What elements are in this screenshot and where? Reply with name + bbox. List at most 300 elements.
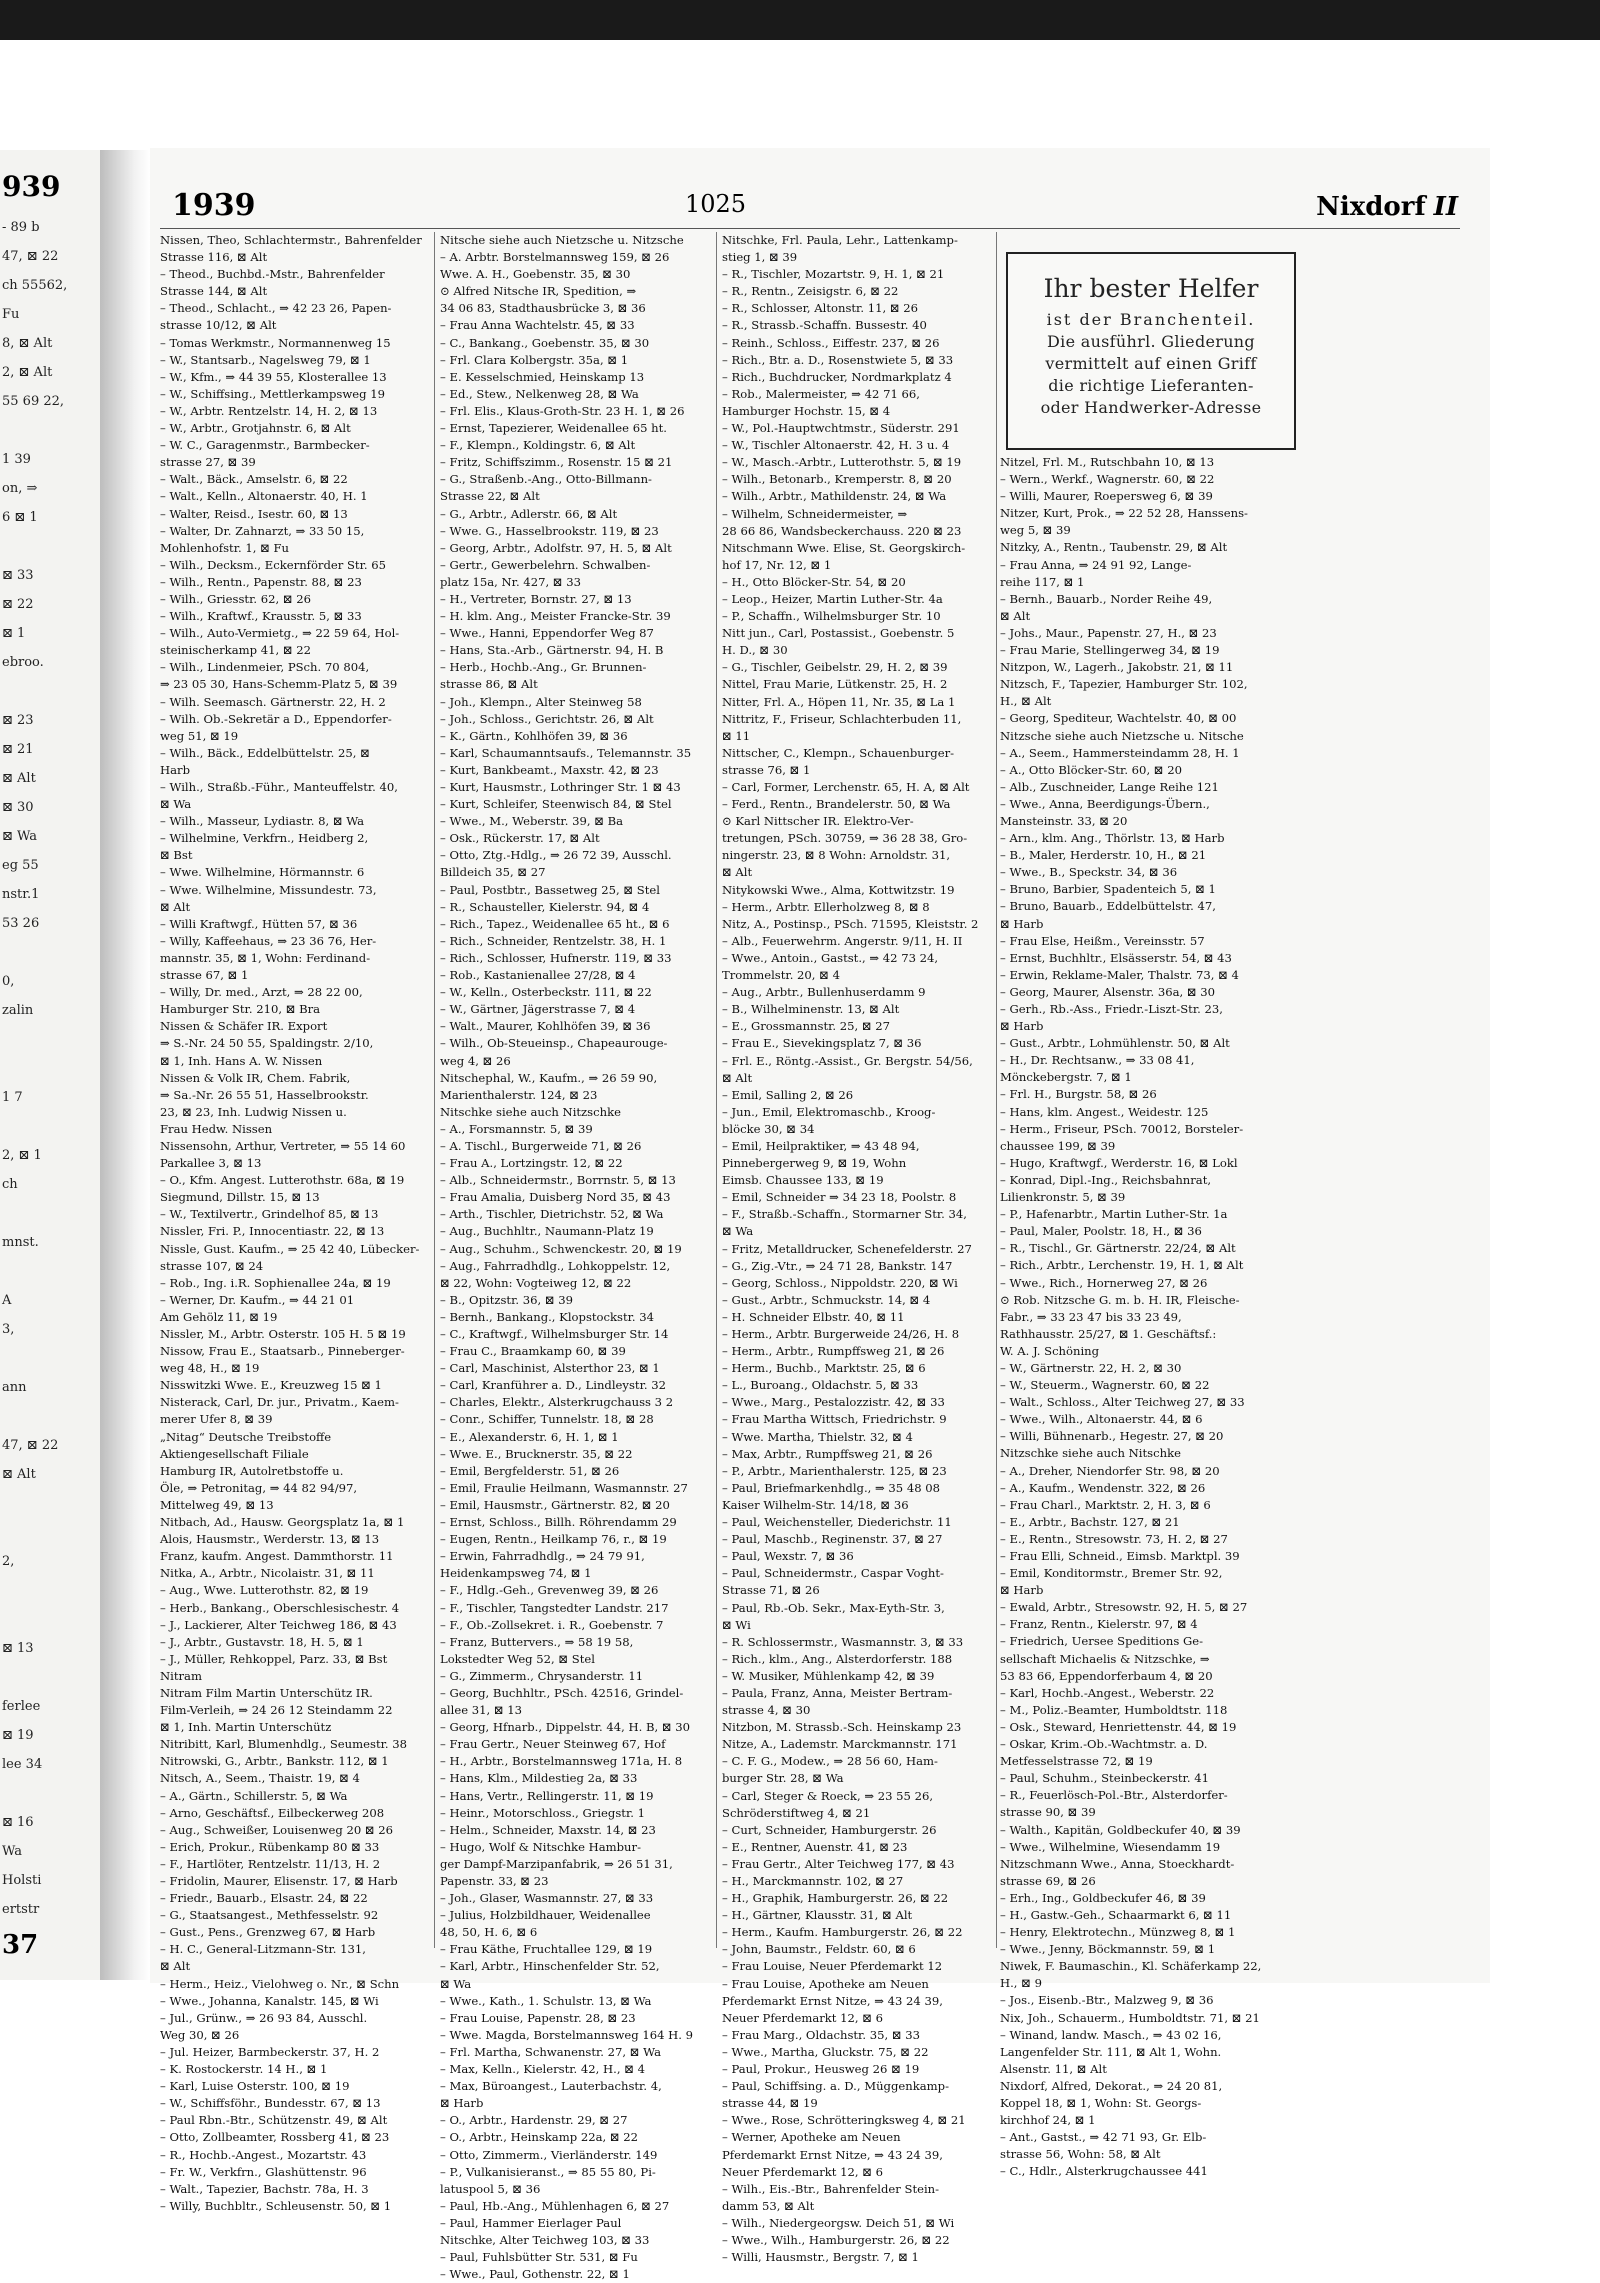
directory-entry-line: – W., Stantsarb., Nagelsweg 79, ⊠ 1	[160, 352, 371, 367]
directory-entry-line: – P., Vulkanisieranst., ⇒ 85 55 80, Pi-	[440, 2164, 656, 2179]
directory-entry-line: Billdeich 35, ⊠ 27	[440, 865, 546, 880]
directory-entry-line: – Wilh., Auto-Vermietg., ⇒ 22 59 64, Hol-	[160, 626, 400, 641]
directory-entry-line: – Aug., Fahrradhdlg., Lohkoppelstr. 12,	[440, 1258, 671, 1273]
previous-page-line: ⊠ 33	[2, 568, 34, 583]
directory-entry-line: strasse 10/12, ⊠ Alt	[160, 318, 277, 333]
directory-entry-line: – Jul., Grünw., ⇒ 26 93 84, Ausschl.	[160, 2010, 368, 2025]
previous-page-line: Wa	[2, 1844, 22, 1859]
directory-entry-line: W. A. J. Schöning	[1000, 1343, 1100, 1358]
directory-entry-line: – Ed., Stew., Nelkenweg 28, ⊠ Wa	[440, 386, 639, 401]
directory-entry-line: – Wilh., Rentn., Papenstr. 88, ⊠ 23	[160, 574, 362, 589]
directory-entry-line: – Erh., Ing., Goldbeckufer 46, ⊠ 39	[1000, 1890, 1206, 1905]
directory-entry-line: – Frl. Clara Kolbergstr. 35a, ⊠ 1	[440, 352, 629, 367]
previous-page-line: mnst.	[2, 1235, 39, 1250]
page-running-head	[1316, 192, 1458, 222]
directory-entry-line: – Frau Louise, Papenstr. 28, ⊠ 23	[440, 2010, 636, 2025]
previous-page-line: ⊠ Alt	[2, 771, 36, 786]
directory-entry-line: – Alb., Zuschneider, Lange Reihe 121	[1000, 779, 1219, 794]
directory-entry-line: – Frau Martha Wittsch, Friedrichstr. 9	[722, 1412, 947, 1427]
directory-entry-line: – P., Schaffn., Wilhelmsburger Str. 10	[722, 609, 941, 624]
directory-entry-line: ⇒ Sa.-Nr. 26 55 51, Hasselbrookstr.	[160, 1087, 369, 1102]
directory-entry-line: Mansteinstr. 33, ⊠ 20	[1000, 813, 1128, 828]
directory-entry-line: – Walt., Tapezier, Bachstr. 78a, H. 3	[160, 2181, 369, 2196]
directory-entry-line: – H., Dr. Rechtsanw., ⇒ 33 08 41,	[1000, 1053, 1195, 1068]
page-header	[150, 188, 1490, 228]
directory-entry-line: – H., Gärtner, Klausstr. 31, ⊠ Alt	[722, 1908, 913, 1923]
directory-entry-line: – Frl. Elis., Klaus-Groth-Str. 23 H. 1, ⊠ 26	[440, 403, 685, 418]
directory-entry-line: – H., Gastw.-Geh., Schaarmarkt 6, ⊠ 11	[1000, 1907, 1232, 1922]
directory-entry-line: – W., Schiffsing., Mettlerkampsweg 19	[160, 386, 385, 401]
directory-entry-line: – Wilh., Masseur, Lydiastr. 8, ⊠ Wa	[160, 814, 365, 829]
directory-entry-line: – Fridolin, Maurer, Elisenstr. 17, ⊠ Harb	[160, 1874, 398, 1888]
directory-entry-line: – Frau C., Braamkamp 60, ⊠ 39	[440, 1344, 626, 1359]
directory-entry-line: – G., Zig.-Vtr., ⇒ 24 71 28, Bankstr. 147	[722, 1258, 953, 1273]
directory-entry-line: – Paul Rbn.-Btr., Schützenstr. 49, ⊠ Alt	[160, 2113, 388, 2128]
directory-entry-line: Nitsche siehe auch Nietzsche u. Nitzsche	[440, 233, 684, 247]
directory-entry-line: – H. C., General-Litzmann-Str. 131,	[160, 1942, 366, 1957]
directory-entry-line: – Fr. W., Verkfrn., Glashüttenstr. 96	[160, 2164, 367, 2179]
directory-entry-line: Nixdorf, Alfred, Dekorat., ⇒ 24 20 81,	[1000, 2078, 1223, 2093]
directory-entry-line: – Joh., Glaser, Wasmannstr. 27, ⊠ 33	[440, 1891, 654, 1906]
directory-entry-line: – Carl, Former, Lerchenstr. 65, H. A, ⊠ Alt	[722, 780, 970, 794]
directory-entry-line: – Gust., Arbtr., Schmuckstr. 14, ⊠ 4	[722, 1292, 931, 1307]
directory-entry-line: – E., Rentner, Auenstr. 41, ⊠ 23	[722, 1839, 908, 1854]
directory-entry-line: – H., Otto Blöcker-Str. 54, ⊠ 20	[722, 574, 906, 589]
directory-entry-line: – C., Hdlr., Alsterkrugchaussee 441	[1000, 2164, 1208, 2179]
directory-entry-line: – Aug., Arbtr., Bullenhuserdamm 9	[722, 985, 926, 1000]
previous-page-line: 2, ⊠ Alt	[2, 365, 53, 380]
directory-entry-line: Fabr., ⇒ 33 23 47 bis 33 23 49,	[1000, 1309, 1182, 1324]
directory-entry-line: – Otto, Zimmerm., Vierländerstr. 149	[440, 2147, 658, 2162]
directory-entry-line: – Frau Amalia, Duisberg Nord 35, ⊠ 43	[440, 1190, 671, 1205]
directory-entry-line: – Willy, Dr. med., Arzt, ⇒ 28 22 00,	[160, 985, 363, 1000]
directory-entry-line: – Georg, Buchhltr., PSch. 42516, Grindel-	[440, 1685, 684, 1700]
directory-entry-line: – Walt., Kelln., Altonaerstr. 40, H. 1	[160, 489, 368, 504]
directory-entry-line: steinischerkamp 41, ⊠ 22	[160, 643, 311, 658]
directory-entry-line: – Max, Arbtr., Rumpffsweg 21, ⊠ 26	[722, 1446, 933, 1461]
directory-entry-line: – Max, Kelln., Kielerstr. 42, H., ⊠ 4	[440, 2062, 645, 2077]
directory-entry-line: strasse 76, ⊠ 1	[722, 762, 811, 777]
directory-entry-line: – Wwe. Wilhelmine, Missundestr. 73,	[160, 882, 377, 897]
directory-entry-line: – H., Arbtr., Borstelmannsweg 171a, H. 8	[440, 1754, 683, 1769]
directory-entry-line: 48, 50, H. 6, ⊠ 6	[440, 1925, 538, 1940]
directory-entry-line: tretungen, PSch. 30759, ⇒ 36 28 38, Gro-	[722, 831, 968, 846]
directory-entry-line: – E. Kesselschmied, Heinskamp 13	[440, 369, 645, 384]
directory-entry-line: Lokstedter Weg 52, ⊠ Stel	[440, 1651, 595, 1666]
directory-entry-line: 53 83 66, Eppendorferbaum 4, ⊠ 20	[1000, 1668, 1213, 1683]
directory-entry-line: – Heinr., Motorschloss., Griegstr. 1	[440, 1805, 645, 1820]
directory-entry-line: – K. Rostockerstr. 14 H., ⊠ 1	[160, 2062, 328, 2077]
directory-entry-line: – Carl, Maschinist, Alsterthor 23, ⊠ 1	[440, 1361, 660, 1376]
directory-entry-line: Nitschke, Frl. Paula, Lehr., Lattenkamp-	[722, 233, 958, 247]
directory-entry-line: weg 51, ⊠ 19	[160, 728, 239, 743]
directory-entry-line: Strasse 71, ⊠ 26	[722, 1583, 820, 1598]
directory-entry-line: – Wwe., Wilh., Altonaerstr. 44, ⊠ 6	[1000, 1412, 1203, 1427]
directory-entry-line: Nitze, A., Lademstr. Marckmannstr. 171	[722, 1737, 958, 1752]
directory-entry-line: – W., Kelln., Osterbeckstr. 111, ⊠ 22	[440, 985, 652, 1000]
directory-entry-line: Nitschmann Wwe. Elise, St. Georgskirch-	[722, 540, 966, 555]
directory-entry-line: ⊠ Alt	[160, 1959, 191, 1974]
directory-entry-line: – Bruno, Barbier, Spadenteich 5, ⊠ 1	[1000, 882, 1216, 897]
directory-entry-line: Strasse 116, ⊠ Alt	[160, 250, 268, 265]
directory-entry-line: – Herb., Hochb.-Ang., Gr. Brunnen-	[440, 660, 647, 675]
directory-entry-line: – Frau Marg., Oldachstr. 35, ⊠ 33	[722, 2027, 920, 2042]
directory-entry-line: – Wwe., Hanni, Eppendorfer Weg 87	[440, 626, 654, 641]
directory-entry-line: – Paul, Schiffsing. a. D., Müggenkamp-	[722, 2079, 949, 2094]
directory-entry-line: ger Dampf-Marzipanfabrik, ⇒ 26 51 31,	[440, 1856, 673, 1871]
directory-entry-line: – H., Vertreter, Bornstr. 27, ⊠ 13	[440, 591, 632, 606]
directory-entry-line: – Kurt, Bankbeamt., Maxstr. 42, ⊠ 23	[440, 762, 659, 777]
directory-entry-line: chaussee 199, ⊠ 39	[1000, 1138, 1116, 1153]
directory-entry-line: – Wilh., Lindenmeier, PSch. 70 804,	[160, 660, 370, 675]
directory-entry-line: ⊠ Alt	[160, 899, 191, 914]
directory-entry-line: ⊠ 11	[722, 728, 751, 743]
directory-entry-line: ⊠ 1, Inh. Martin Unterschütz	[160, 1720, 332, 1735]
previous-page-footer: 37	[2, 1930, 39, 1960]
previous-page-line: 53 26	[2, 916, 40, 931]
scan-border-right	[1490, 148, 1600, 1983]
directory-entry-line: – Emil, Schneider ⇒ 34 23 18, Poolstr. 8	[722, 1190, 957, 1205]
directory-entry-line: – Herm., Heiz., Vielohweg o. Nr., ⊠ Schn	[160, 1976, 400, 1991]
previous-page-line: 8, ⊠ Alt	[2, 336, 53, 351]
previous-page-line: ann	[2, 1380, 27, 1395]
directory-entry-line: strasse 90, ⊠ 39	[1000, 1805, 1096, 1820]
directory-entry-line: – Paul, Schneidermstr., Caspar Voght-	[722, 1566, 944, 1581]
directory-entry-line: – Wwe. Magda, Borstelmannsweg 164 H. 9	[440, 2027, 694, 2042]
directory-entry-line: – Carl, Steger & Roeck, ⇒ 23 55 26,	[722, 1788, 934, 1803]
directory-entry-line: Nitschke, Alter Teichweg 103, ⊠ 33	[440, 2232, 650, 2247]
directory-entry-line: – Wwe., Antoin., Gastst., ⇒ 42 73 24,	[722, 950, 939, 965]
directory-entry-line: Öle, ⇒ Petronitag, ⇒ 44 82 94/97,	[160, 1480, 358, 1495]
directory-entry-line: – Frau Gertr., Alter Teichweg 177, ⊠ 43	[722, 1856, 955, 1871]
directory-entry-line: – Carl, Kranführer a. D., Lindleystr. 32	[440, 1378, 666, 1393]
previous-page-line: ⊠ 1	[2, 626, 26, 641]
directory-entry-line: – Willi, Maurer, Roepersweg 6, ⊠ 39	[1000, 489, 1213, 504]
directory-entry-line: – Walt., Maurer, Kohlhöfen 39, ⊠ 36	[440, 1019, 651, 1034]
directory-entry-line: – Wilhelmine, Verkfrn., Heidberg 2,	[160, 831, 369, 846]
header-rule	[160, 228, 1460, 229]
directory-entry-line: 28 66 86, Wandsbeckerchauss. 220 ⊠ 23	[722, 523, 962, 538]
directory-entry-line: – Georg, Schloss., Nippoldstr. 220, ⊠ Wi	[722, 1275, 958, 1290]
directory-entry-line: mannstr. 35, ⊠ 1, Wohn: Ferdinand-	[160, 950, 371, 965]
directory-entry-line: – Wilh., Ob-Steueinsp., Chapeaurouge-	[440, 1036, 668, 1051]
directory-entry-line: Weg 30, ⊠ 26	[160, 2027, 240, 2042]
directory-entry-line: – A. Arbtr. Borstelmannsweg 159, ⊠ 26	[440, 250, 670, 265]
directory-entry-line: strasse 86, ⊠ Alt	[440, 677, 538, 692]
directory-entry-line: strasse 4, ⊠ 30	[722, 1703, 811, 1718]
directory-entry-line: Nissensohn, Arthur, Vertreter, ⇒ 55 14 60	[160, 1138, 406, 1153]
previous-page-line: on, ⇒	[2, 481, 38, 496]
previous-page-line: A	[2, 1293, 12, 1308]
directory-entry-line: – E., Arbtr., Bachstr. 127, ⊠ 21	[1000, 1514, 1180, 1529]
directory-entry-line: ⊙ Alfred Nitsche IR, Spedition, ⇒	[440, 284, 637, 299]
directory-entry-line: – Wilh. Ob.-Sekretär a D., Eppendorfer-	[160, 711, 392, 726]
previous-page-line: ⊠ 23	[2, 713, 34, 728]
directory-entry-line: – Wwe., Johanna, Kanalstr. 145, ⊠ Wi	[160, 1993, 379, 2008]
directory-entry-line: – Walter, Dr. Zahnarzt, ⇒ 33 50 15,	[160, 523, 365, 538]
directory-entry-line: – A., Forsmannstr. 5, ⊠ 39	[440, 1121, 593, 1136]
column-rule	[716, 232, 717, 1948]
directory-entry-line: H., ⊠ 9	[1000, 1976, 1042, 1991]
directory-entry-line: – W., Tischler Altonaerstr. 42, H. 3 u. 4	[722, 438, 950, 453]
directory-entry-line: – G., Straßenb.-Ang., Otto-Billmann-	[440, 472, 652, 487]
previous-page-line: lee 34	[2, 1757, 43, 1772]
directory-entry-line: – C. F. G., Modew., ⇒ 28 56 60, Ham-	[722, 1754, 938, 1769]
directory-entry-line: – Wwe., Anna, Beerdigungs-Übern.,	[1000, 796, 1210, 811]
directory-entry-line: Nittel, Frau Marie, Lütkenstr. 25, H. 2	[722, 677, 948, 692]
directory-entry-line: – Herm., Friseur, PSch. 70012, Borsteler-	[1000, 1121, 1244, 1136]
directory-entry-line: weg 4, ⊠ 26	[440, 1053, 511, 1068]
directory-entry-line: – Frau Marie, Stellingerweg 34, ⊠ 19	[1000, 643, 1220, 658]
directory-entry-line: – A., Dreher, Niendorfer Str. 98, ⊠ 20	[1000, 1463, 1220, 1478]
directory-entry-line: Mönckebergstr. 7, ⊠ 1	[1000, 1070, 1132, 1085]
directory-entry-line: – R., Schausteller, Kielerstr. 94, ⊠ 4	[440, 899, 650, 914]
directory-entry-line: Pferdemarkt Ernst Nitze, ⇒ 43 24 39,	[722, 2147, 943, 2162]
directory-entry-line: – Karl, Luise Osterstr. 100, ⊠ 19	[160, 2079, 350, 2094]
directory-entry-line: – Ant., Gastst., ⇒ 42 71 93, Gr. Elb-	[1000, 2130, 1207, 2145]
directory-entry-line: – Paul, Weichensteller, Diederichstr. 11	[722, 1515, 952, 1530]
directory-entry-line: – O., Arbtr., Heinskamp 22a, ⊠ 22	[440, 2130, 639, 2145]
previous-page-line: ertstr	[2, 1902, 40, 1917]
directory-entry-line: weg 48, H., ⊠ 19	[160, 1361, 260, 1376]
directory-entry-line: – Eugen, Rentn., Heilkamp 76, r., ⊠ 19	[440, 1532, 667, 1547]
directory-entry-line: ⇒ S.-Nr. 24 50 55, Spaldingstr. 2/10,	[160, 1036, 374, 1051]
previous-page-edge	[0, 150, 100, 1980]
directory-entry-line: – Joh., Klempn., Alter Steinweg 58	[440, 694, 642, 709]
directory-entry-line: – Walt., Schloss., Alter Teichweg 27, ⊠ 33	[1000, 1395, 1245, 1410]
previous-page-line: eg 55	[2, 858, 39, 873]
directory-entry-line: ⊠ Harb	[1000, 1583, 1044, 1598]
directory-entry-line: – Wwe. E., Brucknerstr. 35, ⊠ 22	[440, 1446, 633, 1461]
directory-entry-line: ⊠ Harb	[440, 2096, 484, 2111]
directory-entry-line: Nissler, Fri. P., Innocentiastr. 22, ⊠ 13	[160, 1224, 385, 1239]
directory-entry-line: – B., Wilhelminenstr. 13, ⊠ Alt	[722, 1002, 900, 1017]
directory-entry-line: – Wwe., Wilh., Hamburgerstr. 26, ⊠ 22	[722, 2232, 950, 2247]
directory-entry-line: – Frau Else, Heißm., Vereinsstr. 57	[1000, 933, 1205, 948]
directory-entry-line: – Erwin, Fahrradhdlg., ⇒ 24 79 91,	[440, 1549, 645, 1564]
directory-entry-line: – Wilh., Decksm., Eckernförder Str. 65	[160, 557, 386, 572]
directory-entry-line: – Paul, Wexstr. 7, ⊠ 36	[722, 1549, 854, 1564]
directory-entry-line: strasse 69, ⊠ 26	[1000, 1873, 1096, 1888]
directory-entry-line: – Herm., Arbtr. Burgerweide 24/26, H. 8	[722, 1327, 960, 1341]
directory-entry-line: Nix, Joh., Schauerm., Humboldtstr. 71, ⊠ 21	[1000, 2010, 1260, 2025]
directory-entry-line: – J., Müller, Rehkoppel, Parz. 33, ⊠ Bst	[160, 1651, 388, 1666]
directory-entry-line: – Rich., Btr. a. D., Rosenstwiete 5, ⊠ 33	[722, 352, 954, 367]
directory-entry-line: – Willy, Buchbltr., Schleusenstr. 50, ⊠ 1	[160, 2198, 392, 2213]
directory-entry-line: – Reinh., Schloss., Eiffestr. 237, ⊠ 26	[722, 335, 940, 350]
directory-entry-line: latuspool 5, ⊠ 36	[440, 2181, 541, 2196]
directory-entry-line: – F., Hdlg.-Geh., Grevenweg 39, ⊠ 26	[440, 1583, 659, 1598]
directory-entry-line: – Henry, Elektrotechn., Münzweg 8, ⊠ 1	[1000, 1925, 1236, 1940]
directory-entry-line: – Frau A., Lortzingstr. 12, ⊠ 22	[440, 1156, 623, 1171]
previous-page-line: ⊠ 22	[2, 597, 34, 612]
directory-entry-line: ⊠ Alt	[722, 1070, 753, 1085]
previous-page-line: ⊠ Alt	[2, 1467, 36, 1482]
directory-entry-line: – Wilh., Arbtr., Mathildenstr. 24, ⊠ Wa	[722, 489, 947, 504]
directory-entry-line: – Paul, Postbtr., Bassetweg 25, ⊠ Stel	[440, 882, 660, 897]
directory-entry-line: – Frau Gertr., Neuer Steinweg 67, Hof	[440, 1737, 666, 1752]
directory-entry-line: – Alb., Schneidermstr., Borrnstr. 5, ⊠ 13	[440, 1173, 676, 1188]
advertisement-line: Die ausführl. Gliederung	[1047, 332, 1255, 351]
previous-page-line: ebroo.	[2, 655, 44, 670]
directory-entry-line: Eimsb. Chaussee 133, ⊠ 19	[722, 1173, 884, 1188]
directory-entry-line: – Erich, Prokur., Rübenkamp 80 ⊠ 33	[160, 1839, 380, 1854]
directory-entry-line: – Aug., Schweißer, Louisenweg 20 ⊠ 26	[160, 1822, 394, 1837]
directory-entry-line: „Nitag“ Deutsche Treibstoffe	[160, 1429, 332, 1444]
directory-entry-line: – H. Schneider Elbstr. 40, ⊠ 11	[722, 1309, 905, 1324]
directory-entry-line: Nitschephal, W., Kaufm., ⇒ 26 59 90,	[440, 1070, 658, 1085]
directory-entry-line: – Friedr., Bauarb., Elsastr. 24, ⊠ 22	[160, 1891, 368, 1906]
directory-entry-line: – Johs., Maur., Papenstr. 27, H., ⊠ 23	[1000, 625, 1217, 640]
directory-entry-line: Trommelstr. 20, ⊠ 4	[722, 968, 840, 983]
directory-entry-line: H., ⊠ Alt	[1000, 694, 1052, 709]
previous-page-line: ⊠ 19	[2, 1728, 34, 1743]
directory-entry-line: – Alb., Feuerwehrm. Angerstr. 9/11, H. II	[722, 933, 963, 948]
directory-entry-line: – F., Klempn., Koldingstr. 6, ⊠ Alt	[440, 438, 636, 453]
advertisement-title: Ihr bester Helfer	[1043, 274, 1259, 303]
directory-entry-line: – Frau Charl., Marktstr. 2, H. 3, ⊠ 6	[1000, 1497, 1211, 1512]
directory-entry-line: – Werner, Dr. Kaufm., ⇒ 44 21 01	[160, 1292, 355, 1307]
directory-entry-line: Nitzsch, F., Tapezier, Hamburger Str. 102,	[1000, 677, 1248, 692]
directory-entry-line: – Jul. Heizer, Barmbeckerstr. 37, H. 2	[160, 2044, 380, 2059]
directory-entry-line: Nitzpon, W., Lagerh., Jakobstr. 21, ⊠ 11	[1000, 660, 1234, 675]
directory-entry-line: – Julius, Holzbildhauer, Weidenallee	[440, 1908, 651, 1923]
directory-entry-line: – R., Tischler, Mozartstr. 9, H. 1, ⊠ 21	[722, 267, 945, 282]
directory-entry-line: – Frau E., Sievekingsplatz 7, ⊠ 36	[722, 1036, 922, 1051]
directory-entry-line: Hamburger Str. 210, ⊠ Bra	[160, 1002, 321, 1017]
directory-entry-line: – A., Kaufm., Wendenstr. 322, ⊠ 26	[1000, 1480, 1206, 1495]
directory-entry-line: Nisswitzki Wwe. E., Kreuzweg 15 ⊠ 1	[160, 1378, 382, 1393]
directory-entry-line: – W., Schiffsföhr., Bundesstr. 67, ⊠ 13	[160, 2096, 381, 2111]
directory-entry-line: Nisterack, Carl, Dr. jur., Privatm., Kaem-	[160, 1395, 399, 1410]
previous-page-line: 1 39	[2, 452, 31, 467]
directory-entry-line: – B., Opitzstr. 36, ⊠ 39	[440, 1292, 573, 1307]
directory-entry-line: stieg 1, ⊠ 39	[722, 250, 798, 265]
directory-entry-line: – R., Strassb.-Schaffn. Bussestr. 40	[722, 318, 927, 333]
directory-entry-line: – Ewald, Arbtr., Stresowstr. 92, H. 5, ⊠ 27	[1000, 1600, 1248, 1615]
directory-entry-line: – Rob., Kastanienallee 27/28, ⊠ 4	[440, 968, 636, 983]
directory-entry-line: ⊠ Harb	[1000, 1019, 1044, 1034]
previous-page-line: 0,	[2, 974, 15, 989]
directory-entry-line: strasse 44, ⊠ 19	[722, 2096, 818, 2111]
directory-entry-line: – R., Rentn., Zeisigstr. 6, ⊠ 22	[722, 284, 899, 299]
directory-entry-line: – Aug., Wwe. Lutterothstr. 82, ⊠ 19	[160, 1583, 369, 1598]
directory-entry-line: Pferdemarkt Ernst Nitze, ⇒ 43 24 39,	[722, 1993, 943, 2008]
directory-entry-line: – O., Arbtr., Hardenstr. 29, ⊠ 27	[440, 2113, 628, 2128]
directory-entry-line: – Gertr., Gewerbelehrn. Schwalben-	[440, 557, 651, 572]
directory-entry-line: – A. Tischl., Burgerweide 71, ⊠ 26	[440, 1138, 642, 1153]
directory-entry-line: – Jos., Eisenb.-Btr., Malzweg 9, ⊠ 36	[1000, 1993, 1214, 2008]
directory-entry-line: – Emil, Salling 2, ⊠ 26	[722, 1087, 854, 1102]
directory-entry-line: Neuer Pferdemarkt 12, ⊠ 6	[722, 2164, 884, 2179]
directory-entry-line: – Frl. H., Burgstr. 58, ⊠ 26	[1000, 1087, 1157, 1102]
directory-entry-line: – Paul, Schuhm., Steinbeckerstr. 41	[1000, 1771, 1209, 1786]
directory-entry-line: – Erwin, Reklame-Maler, Thalstr. 73, ⊠ 4	[1000, 967, 1239, 982]
previous-page-year: 939	[2, 170, 61, 203]
directory-entry-line: – Frl. Martha, Schwanenstr. 27, ⊠ Wa	[440, 2044, 662, 2059]
directory-entry-line: – Willi Kraftwgf., Hütten 57, ⊠ 36	[160, 916, 358, 931]
previous-page-line: - 89 b	[2, 220, 40, 235]
directory-entry-line: – Osk., Steward, Henriettenstr. 44, ⊠ 19	[1000, 1719, 1237, 1734]
directory-entry-line: ⊠ 1, Inh. Hans A. W. Nissen	[160, 1053, 323, 1068]
directory-entry-line: – K., Gärtn., Kohlhöfen 39, ⊠ 36	[440, 728, 628, 743]
directory-entry-line: – Otto, Ztg.-Hdlg., ⇒ 26 72 39, Ausschl.	[440, 848, 672, 863]
directory-entry-line: – G., Tischler, Geibelstr. 29, H. 2, ⊠ 39	[722, 660, 948, 675]
directory-entry-line: – Aug., Schuhm., Schwenckestr. 20, ⊠ 19	[440, 1241, 682, 1256]
previous-page-line: ⊠ 13	[2, 1641, 34, 1656]
directory-entry-line: Mittelweg 49, ⊠ 13	[160, 1497, 274, 1512]
directory-entry-line: Franz, kaufm. Angest. Dammthorstr. 11	[160, 1549, 394, 1564]
directory-entry-line: – Conr., Schiffer, Tunnelstr. 18, ⊠ 28	[440, 1412, 654, 1427]
directory-entry-line: – M., Poliz.-Beamter, Humboldtstr. 118	[1000, 1702, 1228, 1717]
directory-entry-line: – E., Alexanderstr. 6, H. 1, ⊠ 1	[440, 1429, 619, 1444]
directory-entry-line: – Herm., Arbtr., Rumpffsweg 21, ⊠ 26	[722, 1344, 945, 1359]
directory-entry-line: Nissle, Gust. Kaufm., ⇒ 25 42 40, Lübecker-	[160, 1241, 420, 1256]
directory-entry-line: damm 53, ⊠ Alt	[722, 2198, 815, 2213]
directory-entry-line: – Wwe. Martha, Thielstr. 32, ⊠ 4	[722, 1429, 913, 1444]
directory-entry-line: ⊠ Alt	[722, 865, 753, 880]
previous-page-line: ch	[2, 1177, 18, 1192]
directory-entry-line: Nissler, M., Arbtr. Osterstr. 105 H. 5 ⊠ 19	[160, 1327, 406, 1341]
previous-page-line: ferlee	[2, 1699, 41, 1714]
previous-page-line: 47, ⊠ 22	[2, 249, 59, 264]
directory-entry-line: ⊠ Wa	[440, 1976, 472, 1991]
directory-entry-line: ⊠ 22, Wohn: Vogteiweg 12, ⊠ 22	[440, 1275, 632, 1290]
directory-entry-line: – W., Gärtner, Jägerstrasse 7, ⊠ 4	[440, 1002, 636, 1017]
directory-entry-line: – Bernh., Bankang., Klopstockstr. 34	[440, 1309, 655, 1324]
directory-entry-line: – Wwe., Marg., Pestalozzistr. 42, ⊠ 33	[722, 1395, 945, 1410]
book-gutter	[100, 150, 150, 1980]
directory-entry-line: – H., Marckmannstr. 102, ⊠ 27	[722, 1874, 904, 1888]
directory-entry-line: ⊙ Karl Nittscher IR. Elektro-Ver-	[722, 814, 914, 829]
previous-page-line: 55 69 22,	[2, 394, 65, 409]
directory-entry-line: – J., Arbtr., Gustavstr. 18, H. 5, ⊠ 1	[160, 1634, 364, 1649]
directory-entry-line: Metfesselstrasse 72, ⊠ 19	[1000, 1754, 1153, 1769]
previous-page-line: ⊠ 16	[2, 1815, 34, 1830]
directory-entry-line: – Osk., Rückerstr. 17, ⊠ Alt	[440, 831, 600, 846]
previous-page-line: Fu	[2, 307, 20, 322]
directory-entry-line: – F., Straßb.-Schaffn., Stormarner Str. 34,	[722, 1207, 967, 1222]
directory-entry-line: – Wilh., Straßb.-Führ., Manteuffelstr. 40,	[160, 780, 398, 794]
directory-entry-line: Alois, Hausmstr., Werderstr. 13, ⊠ 13	[160, 1532, 380, 1547]
previous-page-line: 3,	[2, 1322, 15, 1337]
directory-entry-line: – Wwe., Wilhelmine, Wiesendamm 19	[1000, 1839, 1221, 1854]
directory-entry-line: strasse 67, ⊠ 1	[160, 968, 249, 983]
directory-entry-line: – Jun., Emil, Elektromaschb., Kroog-	[722, 1104, 936, 1119]
directory-entry-line: – J., Lackierer, Alter Teichweg 186, ⊠ 43	[160, 1617, 397, 1632]
directory-entry-line: Nitka, A., Arbtr., Nicolaistr. 31, ⊠ 11	[160, 1566, 375, 1581]
directory-entry-line: – G., Staatsangest., Methfesselstr. 92	[160, 1908, 379, 1923]
directory-entry-line: – Wwe., Kath., 1. Schulstr. 13, ⊠ Wa	[440, 1993, 652, 2008]
directory-entry-line: – Friedrich, Uersee Speditions Ge-	[1000, 1634, 1204, 1649]
directory-entry-line: Siegmund, Dillstr. 15, ⊠ 13	[160, 1190, 320, 1205]
directory-entry-line: – Winand, landw. Masch., ⇒ 43 02 16,	[1000, 2027, 1222, 2042]
directory-entry-line: – John, Baumstr., Feldstr. 60, ⊠ 6	[722, 1942, 916, 1957]
directory-entry-line: Film-Verleih, ⇒ 24 26 12 Steindamm 22	[160, 1703, 393, 1718]
directory-entry-line: – Herm., Kaufm. Hamburgerstr. 26, ⊠ 22	[722, 1925, 963, 1940]
directory-entry-line: – Paul, Hb.-Ang., Mühlenhagen 6, ⊠ 27	[440, 2198, 670, 2213]
previous-page-line: 2, ⊠ 1	[2, 1148, 42, 1163]
directory-entry-line: – B., Maler, Herderstr. 10, H., ⊠ 21	[1000, 848, 1207, 863]
directory-entry-line: – Wwe. Wilhelmine, Hörmannstr. 6	[160, 865, 365, 880]
directory-entry-line: Nitzer, Kurt, Prok., ⇒ 22 52 28, Hanssens-	[1000, 506, 1248, 521]
directory-entry-line: Alsenstr. 11, ⊠ Alt	[1000, 2061, 1107, 2076]
directory-entry-line: – A., Otto Blöcker-Str. 60, ⊠ 20	[1000, 762, 1182, 777]
directory-entry-line: Nitykowski Wwe., Alma, Kottwitzstr. 19	[722, 882, 955, 897]
directory-entry-line: – Hans, klm. Angest., Weidestr. 125	[1000, 1104, 1209, 1119]
column-rule	[434, 232, 435, 1948]
directory-entry-line: Pinnebergerweg 9, ⊠ 19, Wohn	[722, 1156, 907, 1171]
